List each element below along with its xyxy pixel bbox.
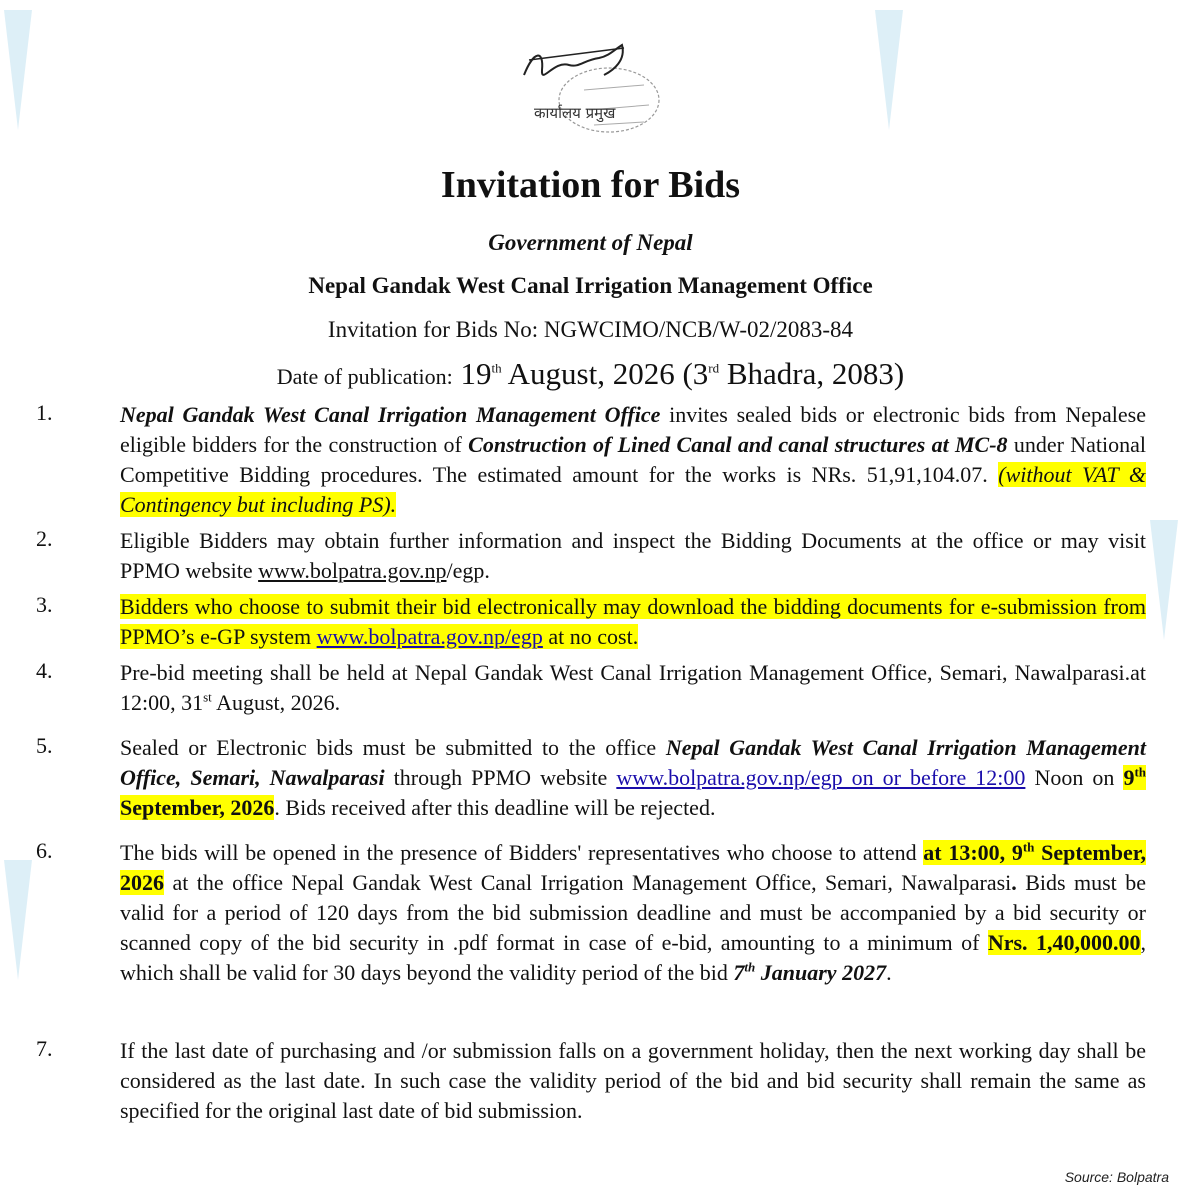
clause-number: 5. [36, 733, 53, 758]
government-name: Government of Nepal [488, 230, 693, 255]
watermark-arrow [4, 10, 32, 130]
clause-text: Pre-bid meeting shall be held at Nepal Gandak West Canal Irrigation Management Office, Semari, Nawalparasi.at 12:00, 31st August, 2026. [120, 660, 1146, 715]
clause-text: The bids will be opened in the presence of Bidders' representatives who choose to attend at 13:00, 9th September, 2026 at the office Nepal Gandak West Canal Irrigation Management Office, Semari, Nawalparasi. Bids must be valid for a period of 120 days from the bid submission deadline and must be accompanied by a bid security or scanned copy of the bid security in .pdf format in case of e-bid, amounting to a minimum of Nrs. 1,40,000.00, which shall be valid for 30 days beyond the validity period of the bid 7th January 2027. [120, 839, 1147, 985]
signature-stamp [514, 30, 664, 140]
office-name: Nepal Gandak West Canal Irrigation Management Office [308, 273, 873, 298]
source-credit: Source: Bolpatra [1064, 1169, 1169, 1185]
clause-number: 1. [36, 400, 53, 425]
page-title: Invitation for Bids [440, 164, 741, 206]
clause-number: 7. [36, 1036, 53, 1061]
clause-number: 2. [36, 526, 53, 551]
clause-number: 6. [36, 838, 53, 863]
clause-text: If the last date of purchasing and /or submission falls on a government holiday, then the next working day shall be considered as the last date. In such case the validity period of the bid and bid security shall remain the same as specified for the original last date of bid submission. [120, 1038, 1146, 1123]
ifb-number: Invitation for Bids No: NGWCIMO/NCB/W-02/2083-84 [327, 317, 854, 342]
clause-number: 3. [36, 592, 53, 617]
bolpatra-link[interactable]: www.bolpatra.gov.np [258, 558, 447, 583]
egp-deadline-link[interactable]: www.bolpatra.gov.np/egp on or before 12:00 [616, 765, 1026, 790]
watermark-arrow [4, 860, 32, 980]
publication-date-label: Date of publication: [276, 364, 453, 389]
clause-text: Sealed or Electronic bids must be submitted to the office Nepal Gandak West Canal Irrigation Management Office, Semari, Nawalparasi through PPMO website www.bolpatra.gov.np/egp on or before 12:00 Noon on 9th September, 2026. Bids received after this deadline will be rejected. [120, 735, 1147, 820]
watermark-arrow [1150, 520, 1178, 640]
egp-link[interactable]: www.bolpatra.gov.np/egp [316, 624, 543, 649]
clause-number: 4. [36, 658, 53, 683]
seal-caption: कार्यालय प्रमुख [534, 104, 616, 122]
clause-text: Eligible Bidders may obtain further information and inspect the Bidding Documents at the office or may visit PPMO website www.bolpatra.gov.np/egp. [120, 528, 1146, 583]
watermark-arrow [875, 10, 903, 130]
publication-date: Date of publication: 19th August, 2026 (3rd Bhadra, 2083) [276, 356, 905, 391]
clause-text: Nepal Gandak West Canal Irrigation Management Office invites sealed bids or electronic bids from Nepalese eligible bidders for the construction of Construction of Lined Canal and canal structures at MC-8 under National Competitive Bidding procedures. The estimated amount for the works is NRs. 51,91,104.07. (without VAT & Contingency but including PS). [120, 402, 1146, 517]
clause-text: Bidders who choose to submit their bid electronically may download the bidding documents for e-submission from PPMO’s e-GP system www.bolpatra.gov.np/egp at no cost. [120, 594, 1146, 649]
